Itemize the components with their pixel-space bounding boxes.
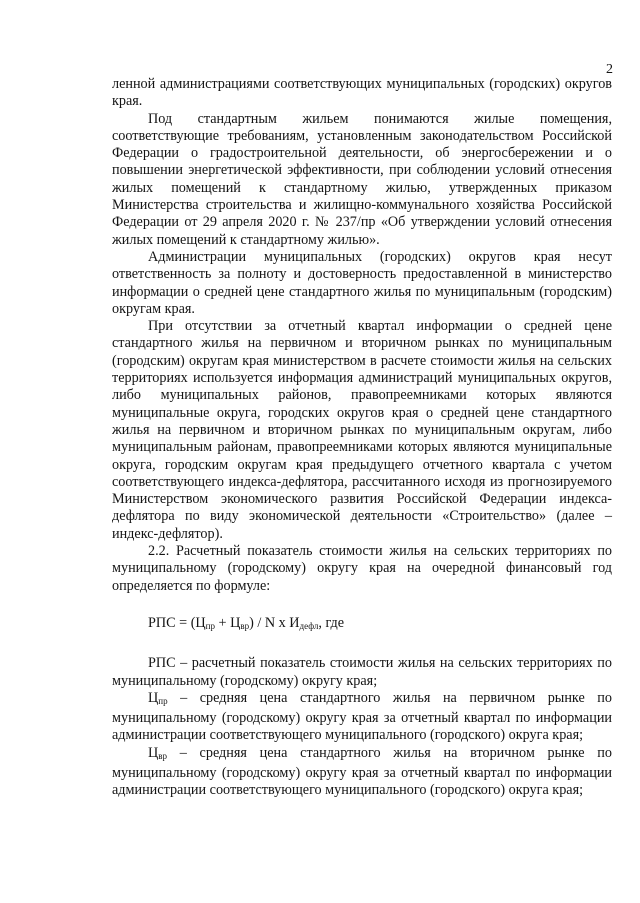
definition-rps: РПС – расчетный показатель стоимости жилья на сельских территориях по муниципальному (городскому) округу края;	[112, 655, 612, 689]
paragraph-2-2: 2.2. Расчетный показатель стоимости жилья на сельских территориях по муниципальному (городскому) округу края на очередной финансовый год определяется по формуле:	[112, 543, 612, 594]
formula: РПС = $(Ц_{пр} + Ц_{вр}) / N$ x $И_{дефл}$, где	[148, 614, 345, 631]
paragraph-responsibility: Администрации муниципальных (городских) округов края несут ответственность за полноту и достоверность предоставленной в министерство информации о средней цене стандартного жилья по муниципальным (городским) округам края.	[112, 248, 612, 317]
page-number: 2	[606, 62, 613, 77]
paragraph-absence-of-info: При отсутствии за отчетный квартал информации о средней цене стандартного жилья на первичном и вторичном рынках по муниципальным (городским) округам края министерством в расчете стоимости жилья на сельских территориях используется информация администраций муниципальных округов, либо муниципальных районов, правопреемниками которых являются муниципальные округа, городских округов края о средней цене стандартного жилья на первичном и вторичном рынках по муниципальным округам, либо муниципальным районам, правопреемниками которых являются муниципальные округа, городским округам края предыдущего отчетного квартала с учетом соответствующего индекса-дефлятора, рассчитанного исходя из прогнозируемого Министерством экономического развития Российской Федерации индекса-дефлятора по виду экономической деятельности «Строительство» (далее – индекс-дефлятор).	[112, 318, 612, 542]
paragraph-0: ленной администрациями соответствующих муниципальных (городских) округов края.	[112, 76, 612, 110]
paragraph-standard-housing: Под стандартным жильем понимаются жилые помещения, соответствующие требованиям, установленным законодательством Российской Федерации о градостроительной деятельности, об энергосбережении и о повышении энергетической эффективности, при соблюдении условий отнесения жилых помещений к стандартному жилью, утвержденных приказом Министерства строительства и жилищно-коммунального хозяйства Российской Федерации от 29 апреля 2020 г. № 237/пр «Об утверждении условий отнесения жилых помещений к стандартному жилью».	[112, 110, 612, 248]
definition-c-vr: $Ц_{вр}$ – средняя цена стандартного жилья на вторичном рынке по муниципальному (городскому) округу края за отчетный квартал по информации администрации соответствующего муниципального (городского) округа края;	[112, 744, 612, 799]
definition-c-pr: $Ц_{пр}$ – средняя цена стандартного жилья на первичном рынке по муниципальному (городскому) округу края за отчетный квартал по информации администрации соответствующего муниципального (городского) округа края;	[112, 689, 612, 744]
document-body	[112, 76, 612, 800]
